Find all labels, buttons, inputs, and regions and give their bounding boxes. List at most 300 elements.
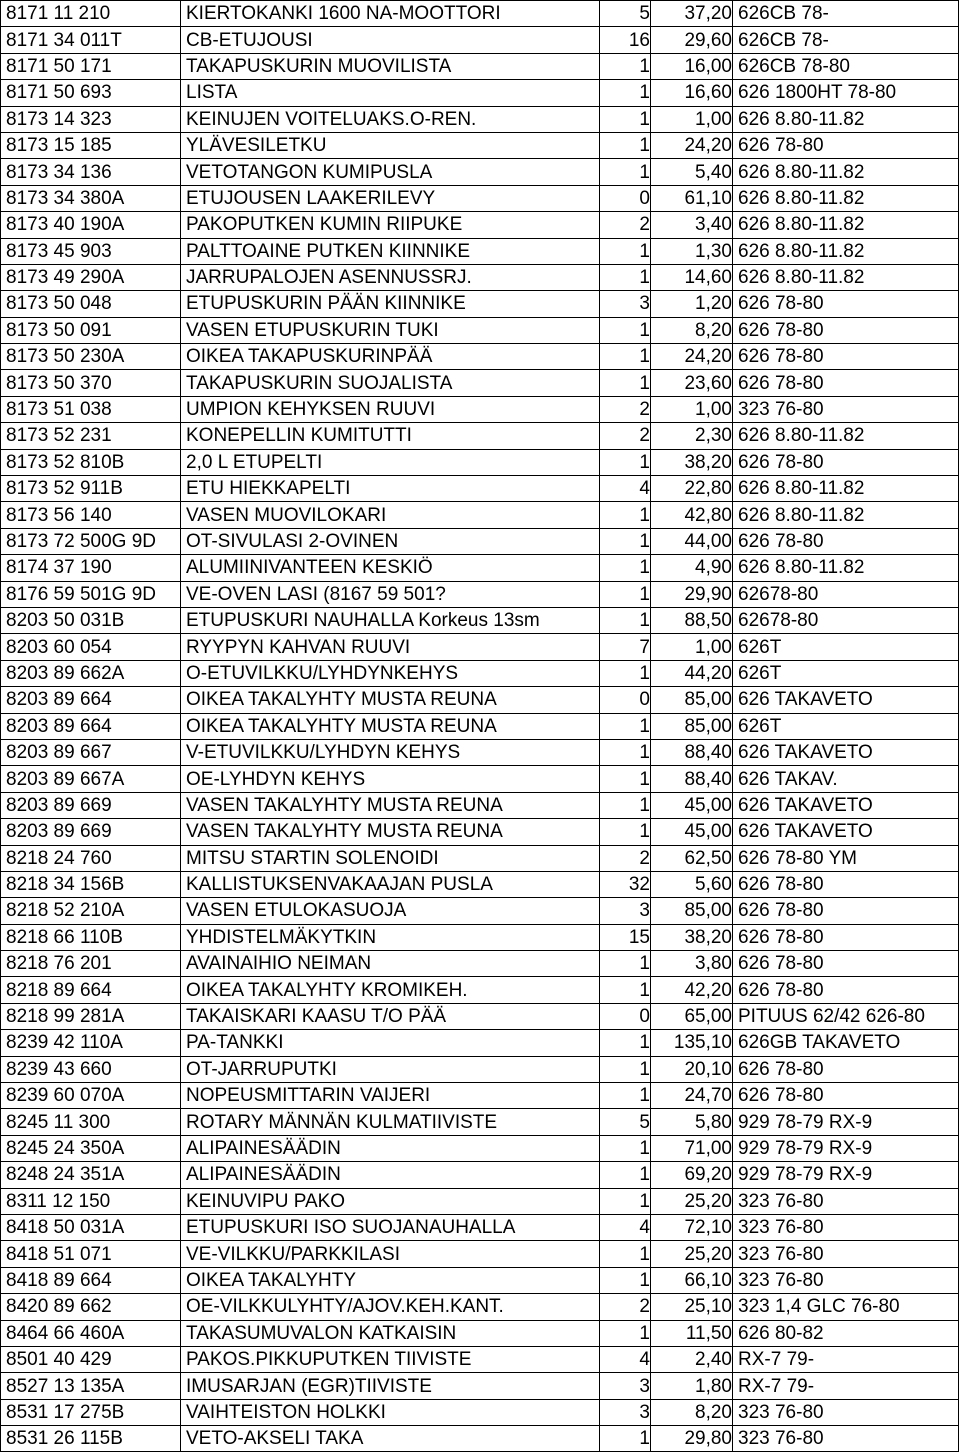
description-cell: IMUSARJAN (EGR)TIIVISTE <box>181 1373 600 1399</box>
price-cell: 29,90 <box>651 581 733 607</box>
table-row <box>1 898 959 924</box>
part-number-cell: 8218 99 281A <box>1 1003 181 1029</box>
part-number-cell: 8311 12 150 <box>1 1188 181 1214</box>
quantity-cell: 1 <box>600 1320 651 1346</box>
price-cell: 88,50 <box>651 607 733 633</box>
model-cell: 626 8.80-11.82 <box>733 238 959 264</box>
description-cell: V-ETUVILKKU/LYHDYN KEHYS <box>181 739 600 765</box>
table-row <box>1 528 959 554</box>
model-cell: 323 76-80 <box>733 1188 959 1214</box>
description-cell: VE-OVEN LASI (8167 59 501? <box>181 581 600 607</box>
model-cell: 929 78-79 RX-9 <box>733 1162 959 1188</box>
part-number-cell: 8464 66 460A <box>1 1320 181 1346</box>
price-cell: 65,00 <box>651 1003 733 1029</box>
description-cell: PA-TANKKI <box>181 1030 600 1056</box>
table-row <box>1 53 959 79</box>
part-number-cell: 8501 40 429 <box>1 1346 181 1372</box>
quantity-cell: 3 <box>600 898 651 924</box>
quantity-cell: 4 <box>600 1214 651 1240</box>
part-number-cell: 8203 89 664 <box>1 713 181 739</box>
part-number-cell: 8173 50 370 <box>1 370 181 396</box>
model-cell: 626 8.80-11.82 <box>733 106 959 132</box>
part-number-cell: 8171 11 210 <box>1 1 181 27</box>
price-cell: 20,10 <box>651 1056 733 1082</box>
quantity-cell: 1 <box>600 607 651 633</box>
quantity-cell: 1 <box>600 370 651 396</box>
model-cell: 626 78-80 <box>733 1083 959 1109</box>
description-cell: PALTTOAINE PUTKEN KIINNIKE <box>181 238 600 264</box>
description-cell: NOPEUSMITTARIN VAIJERI <box>181 1083 600 1109</box>
part-number-cell: 8173 52 911B <box>1 476 181 502</box>
table-row <box>1 1030 959 1056</box>
description-cell: TAKAISKARI KAASU T/O PÄÄ <box>181 1003 600 1029</box>
part-number-cell: 8203 89 664 <box>1 687 181 713</box>
price-cell: 69,20 <box>651 1162 733 1188</box>
model-cell: PITUUS 62/42 626-80 <box>733 1003 959 1029</box>
quantity-cell: 4 <box>600 1346 651 1372</box>
part-number-cell: 8176 59 501G 9D <box>1 581 181 607</box>
description-cell: OT-SIVULASI 2-OVINEN <box>181 528 600 554</box>
model-cell: 626 78-80 <box>733 871 959 897</box>
part-number-cell: 8420 89 662 <box>1 1294 181 1320</box>
model-cell: RX-7 79- <box>733 1373 959 1399</box>
quantity-cell: 1 <box>600 1267 651 1293</box>
quantity-cell: 1 <box>600 53 651 79</box>
table-row <box>1 106 959 132</box>
quantity-cell: 1 <box>600 1241 651 1267</box>
price-cell: 3,40 <box>651 212 733 238</box>
part-number-cell: 8173 34 136 <box>1 159 181 185</box>
price-cell: 1,00 <box>651 106 733 132</box>
part-number-cell: 8203 89 669 <box>1 819 181 845</box>
model-cell: 323 76-80 <box>733 1426 959 1452</box>
price-cell: 8,20 <box>651 317 733 343</box>
table-row <box>1 1294 959 1320</box>
model-cell: 323 76-80 <box>733 1399 959 1425</box>
model-cell: 626 78-80 <box>733 344 959 370</box>
price-cell: 85,00 <box>651 898 733 924</box>
quantity-cell: 1 <box>600 766 651 792</box>
quantity-cell: 1 <box>600 264 651 290</box>
description-cell: AVAINAIHIO NEIMAN <box>181 951 600 977</box>
description-cell: JARRUPALOJEN ASENNUSSRJ. <box>181 264 600 290</box>
price-cell: 25,10 <box>651 1294 733 1320</box>
price-cell: 42,20 <box>651 977 733 1003</box>
part-number-cell: 8418 51 071 <box>1 1241 181 1267</box>
part-number-cell: 8173 52 231 <box>1 423 181 449</box>
table-row <box>1 1346 959 1372</box>
table-row <box>1 634 959 660</box>
part-number-cell: 8203 89 662A <box>1 660 181 686</box>
part-number-cell: 8218 34 156B <box>1 871 181 897</box>
model-cell: 626 78-80 <box>733 898 959 924</box>
model-cell: 626 8.80-11.82 <box>733 423 959 449</box>
quantity-cell: 4 <box>600 476 651 502</box>
quantity-cell: 2 <box>600 396 651 422</box>
table-row <box>1 660 959 686</box>
price-cell: 11,50 <box>651 1320 733 1346</box>
price-cell: 4,90 <box>651 555 733 581</box>
model-cell: 626 8.80-11.82 <box>733 264 959 290</box>
part-number-cell: 8248 24 351A <box>1 1162 181 1188</box>
model-cell: 626 8.80-11.82 <box>733 159 959 185</box>
table-row <box>1 1399 959 1425</box>
quantity-cell: 1 <box>600 660 651 686</box>
price-cell: 24,20 <box>651 344 733 370</box>
price-cell: 2,30 <box>651 423 733 449</box>
description-cell: OIKEA TAKAPUSKURINPÄÄ <box>181 344 600 370</box>
part-number-cell: 8239 42 110A <box>1 1030 181 1056</box>
part-number-cell: 8173 34 380A <box>1 185 181 211</box>
table-row <box>1 607 959 633</box>
part-number-cell: 8173 14 323 <box>1 106 181 132</box>
description-cell: VASEN ETUPUSKURIN TUKI <box>181 317 600 343</box>
price-cell: 1,20 <box>651 291 733 317</box>
table-row <box>1 449 959 475</box>
table-row <box>1 739 959 765</box>
quantity-cell: 1 <box>600 1056 651 1082</box>
description-cell: ROTARY MÄNNÄN KULMATIIVISTE <box>181 1109 600 1135</box>
price-cell: 2,40 <box>651 1346 733 1372</box>
table-row <box>1 291 959 317</box>
table-row <box>1 159 959 185</box>
model-cell: 626 80-82 <box>733 1320 959 1346</box>
price-cell: 44,00 <box>651 528 733 554</box>
model-cell: 626 8.80-11.82 <box>733 476 959 502</box>
description-cell: KEINUJEN VOITELUAKS.O-REN. <box>181 106 600 132</box>
quantity-cell: 3 <box>600 1399 651 1425</box>
part-number-cell: 8173 49 290A <box>1 264 181 290</box>
quantity-cell: 2 <box>600 1294 651 1320</box>
quantity-cell: 3 <box>600 1373 651 1399</box>
part-number-cell: 8173 56 140 <box>1 502 181 528</box>
quantity-cell: 1 <box>600 317 651 343</box>
description-cell: PAKOPUTKEN KUMIN RIIPUKE <box>181 212 600 238</box>
table-row <box>1 977 959 1003</box>
description-cell: KONEPELLIN KUMITUTTI <box>181 423 600 449</box>
quantity-cell: 5 <box>600 1109 651 1135</box>
model-cell: 626CB 78-80 <box>733 53 959 79</box>
part-number-cell: 8173 52 810B <box>1 449 181 475</box>
price-cell: 66,10 <box>651 1267 733 1293</box>
part-number-cell: 8239 60 070A <box>1 1083 181 1109</box>
price-cell: 24,20 <box>651 132 733 158</box>
quantity-cell: 1 <box>600 132 651 158</box>
quantity-cell: 1 <box>600 555 651 581</box>
price-cell: 5,80 <box>651 1109 733 1135</box>
part-number-cell: 8173 72 500G 9D <box>1 528 181 554</box>
price-cell: 37,20 <box>651 1 733 27</box>
description-cell: VASEN MUOVILOKARI <box>181 502 600 528</box>
table-row <box>1 344 959 370</box>
quantity-cell: 2 <box>600 845 651 871</box>
part-number-cell: 8173 40 190A <box>1 212 181 238</box>
description-cell: TAKAPUSKURIN MUOVILISTA <box>181 53 600 79</box>
quantity-cell: 1 <box>600 1135 651 1161</box>
model-cell: 323 76-80 <box>733 396 959 422</box>
table-row <box>1 132 959 158</box>
price-cell: 1,00 <box>651 634 733 660</box>
table-row <box>1 212 959 238</box>
table-row <box>1 581 959 607</box>
part-number-cell: 8171 50 171 <box>1 53 181 79</box>
description-cell: OIKEA TAKALYHTY KROMIKEH. <box>181 977 600 1003</box>
price-cell: 61,10 <box>651 185 733 211</box>
part-number-cell: 8531 17 275B <box>1 1399 181 1425</box>
price-cell: 1,80 <box>651 1373 733 1399</box>
table-row <box>1 871 959 897</box>
description-cell: VETOTANGON KUMIPUSLA <box>181 159 600 185</box>
table-row <box>1 1083 959 1109</box>
model-cell: RX-7 79- <box>733 1346 959 1372</box>
description-cell: UMPION KEHYKSEN RUUVI <box>181 396 600 422</box>
quantity-cell: 1 <box>600 449 651 475</box>
price-cell: 25,20 <box>651 1188 733 1214</box>
table-row <box>1 238 959 264</box>
model-cell: 626 8.80-11.82 <box>733 212 959 238</box>
description-cell: VAIHTEISTON HOLKKI <box>181 1399 600 1425</box>
price-cell: 62,50 <box>651 845 733 871</box>
price-cell: 5,60 <box>651 871 733 897</box>
part-number-cell: 8527 13 135A <box>1 1373 181 1399</box>
quantity-cell: 1 <box>600 80 651 106</box>
description-cell: O-ETUVILKKU/LYHDYNKEHYS <box>181 660 600 686</box>
part-number-cell: 8203 89 669 <box>1 792 181 818</box>
model-cell: 323 76-80 <box>733 1267 959 1293</box>
description-cell: CB-ETUJOUSI <box>181 27 600 53</box>
table-row <box>1 396 959 422</box>
model-cell: 626 TAKAVETO <box>733 739 959 765</box>
table-row <box>1 1214 959 1240</box>
model-cell: 626 8.80-11.82 <box>733 502 959 528</box>
quantity-cell: 1 <box>600 1083 651 1109</box>
quantity-cell: 1 <box>600 106 651 132</box>
model-cell: 626 8.80-11.82 <box>733 555 959 581</box>
quantity-cell: 32 <box>600 871 651 897</box>
model-cell: 626 78-80 <box>733 1056 959 1082</box>
price-cell: 44,20 <box>651 660 733 686</box>
model-cell: 626 78-80 YM <box>733 845 959 871</box>
price-cell: 38,20 <box>651 449 733 475</box>
description-cell: OIKEA TAKALYHTY MUSTA REUNA <box>181 713 600 739</box>
price-cell: 72,10 <box>651 1214 733 1240</box>
table-row <box>1 924 959 950</box>
description-cell: OIKEA TAKALYHTY <box>181 1267 600 1293</box>
table-row <box>1 1109 959 1135</box>
quantity-cell: 0 <box>600 185 651 211</box>
description-cell: ETUPUSKURI NAUHALLA Korkeus 13sm <box>181 607 600 633</box>
description-cell: KEINUVIPU PAKO <box>181 1188 600 1214</box>
part-number-cell: 8173 50 230A <box>1 344 181 370</box>
model-cell: 626 78-80 <box>733 132 959 158</box>
description-cell: ALIPAINESÄÄDIN <box>181 1135 600 1161</box>
description-cell: OE-VILKKULYHTY/AJOV.KEH.KANT. <box>181 1294 600 1320</box>
model-cell: 626 TAKAVETO <box>733 792 959 818</box>
quantity-cell: 1 <box>600 739 651 765</box>
price-cell: 5,40 <box>651 159 733 185</box>
quantity-cell: 1 <box>600 581 651 607</box>
description-cell: OT-JARRUPUTKI <box>181 1056 600 1082</box>
table-row <box>1 1003 959 1029</box>
description-cell: ALIPAINESÄÄDIN <box>181 1162 600 1188</box>
quantity-cell: 0 <box>600 687 651 713</box>
part-number-cell: 8173 50 091 <box>1 317 181 343</box>
part-number-cell: 8218 89 664 <box>1 977 181 1003</box>
part-number-cell: 8174 37 190 <box>1 555 181 581</box>
description-cell: ETUJOUSEN LAAKERILEVY <box>181 185 600 211</box>
table-row <box>1 1 959 27</box>
part-number-cell: 8203 60 054 <box>1 634 181 660</box>
table-row <box>1 80 959 106</box>
description-cell: VETO-AKSELI TAKA <box>181 1426 600 1452</box>
table-row <box>1 1188 959 1214</box>
model-cell: 626T <box>733 713 959 739</box>
table-row <box>1 845 959 871</box>
quantity-cell: 3 <box>600 291 651 317</box>
quantity-cell: 1 <box>600 977 651 1003</box>
table-row <box>1 476 959 502</box>
description-cell: ALUMIINIVANTEEN KESKIÖ <box>181 555 600 581</box>
price-cell: 23,60 <box>651 370 733 396</box>
description-cell: ETUPUSKURI ISO SUOJANAUHALLA <box>181 1214 600 1240</box>
description-cell: KIERTOKANKI 1600 NA-MOOTTORI <box>181 1 600 27</box>
description-cell: VASEN TAKALYHTY MUSTA REUNA <box>181 792 600 818</box>
table-row <box>1 792 959 818</box>
table-row <box>1 819 959 845</box>
table-row <box>1 1426 959 1452</box>
description-cell: KALLISTUKSENVAKAAJAN PUSLA <box>181 871 600 897</box>
table-row <box>1 766 959 792</box>
description-cell: LISTA <box>181 80 600 106</box>
part-number-cell: 8245 11 300 <box>1 1109 181 1135</box>
model-cell: 626 1800HT 78-80 <box>733 80 959 106</box>
part-number-cell: 8218 66 110B <box>1 924 181 950</box>
part-number-cell: 8173 45 903 <box>1 238 181 264</box>
part-number-cell: 8418 50 031A <box>1 1214 181 1240</box>
price-cell: 25,20 <box>651 1241 733 1267</box>
description-cell: ETU HIEKKAPELTI <box>181 476 600 502</box>
description-cell: VASEN ETULOKASUOJA <box>181 898 600 924</box>
quantity-cell: 1 <box>600 344 651 370</box>
price-cell: 71,00 <box>651 1135 733 1161</box>
model-cell: 323 76-80 <box>733 1214 959 1240</box>
quantity-cell: 15 <box>600 924 651 950</box>
table-row <box>1 555 959 581</box>
table-row <box>1 1373 959 1399</box>
quantity-cell: 16 <box>600 27 651 53</box>
part-number-cell: 8531 26 115B <box>1 1426 181 1452</box>
price-cell: 3,80 <box>651 951 733 977</box>
part-number-cell: 8203 89 667 <box>1 739 181 765</box>
price-cell: 8,20 <box>651 1399 733 1425</box>
description-cell: PAKOS.PIKKUPUTKEN TIIVISTE <box>181 1346 600 1372</box>
description-cell: VASEN TAKALYHTY MUSTA REUNA <box>181 819 600 845</box>
model-cell: 626 TAKAVETO <box>733 819 959 845</box>
model-cell: 626 TAKAVETO <box>733 687 959 713</box>
part-number-cell: 8245 24 350A <box>1 1135 181 1161</box>
table-row <box>1 1267 959 1293</box>
model-cell: 626 78-80 <box>733 977 959 1003</box>
model-cell: 626 78-80 <box>733 370 959 396</box>
price-cell: 1,00 <box>651 396 733 422</box>
description-cell: ETUPUSKURIN PÄÄN KIINNIKE <box>181 291 600 317</box>
description-cell: TAKASUMUVALON KATKAISIN <box>181 1320 600 1346</box>
part-number-cell: 8171 50 693 <box>1 80 181 106</box>
price-cell: 29,60 <box>651 27 733 53</box>
table-row <box>1 1162 959 1188</box>
quantity-cell: 1 <box>600 159 651 185</box>
table-row <box>1 1241 959 1267</box>
part-number-cell: 8218 76 201 <box>1 951 181 977</box>
table-row <box>1 423 959 449</box>
price-cell: 42,80 <box>651 502 733 528</box>
model-cell: 62678-80 <box>733 581 959 607</box>
model-cell: 929 78-79 RX-9 <box>733 1109 959 1135</box>
price-cell: 85,00 <box>651 687 733 713</box>
model-cell: 626 78-80 <box>733 924 959 950</box>
model-cell: 323 1,4 GLC 76-80 <box>733 1294 959 1320</box>
quantity-cell: 1 <box>600 238 651 264</box>
description-cell: OE-LYHDYN KEHYS <box>181 766 600 792</box>
price-cell: 88,40 <box>651 739 733 765</box>
quantity-cell: 1 <box>600 792 651 818</box>
price-cell: 88,40 <box>651 766 733 792</box>
quantity-cell: 1 <box>600 1162 651 1188</box>
model-cell: 626 8.80-11.82 <box>733 185 959 211</box>
model-cell: 626 TAKAV. <box>733 766 959 792</box>
price-cell: 38,20 <box>651 924 733 950</box>
price-cell: 135,10 <box>651 1030 733 1056</box>
model-cell: 626CB 78- <box>733 27 959 53</box>
model-cell: 626 78-80 <box>733 291 959 317</box>
part-number-cell: 8418 89 664 <box>1 1267 181 1293</box>
description-cell: 2,0 L ETUPELTI <box>181 449 600 475</box>
table-row <box>1 317 959 343</box>
model-cell: 626GB TAKAVETO <box>733 1030 959 1056</box>
quantity-cell: 1 <box>600 713 651 739</box>
description-cell: VE-VILKKU/PARKKILASI <box>181 1241 600 1267</box>
table-row <box>1 264 959 290</box>
price-cell: 85,00 <box>651 713 733 739</box>
price-cell: 45,00 <box>651 792 733 818</box>
quantity-cell: 5 <box>600 1 651 27</box>
table-row <box>1 1135 959 1161</box>
part-number-cell: 8239 43 660 <box>1 1056 181 1082</box>
quantity-cell: 1 <box>600 819 651 845</box>
model-cell: 626 78-80 <box>733 449 959 475</box>
quantity-cell: 1 <box>600 528 651 554</box>
price-cell: 14,60 <box>651 264 733 290</box>
model-cell: 626 78-80 <box>733 317 959 343</box>
table-row <box>1 185 959 211</box>
quantity-cell: 1 <box>600 1188 651 1214</box>
model-cell: 626T <box>733 660 959 686</box>
model-cell: 62678-80 <box>733 607 959 633</box>
part-number-cell: 8218 24 760 <box>1 845 181 871</box>
table-row <box>1 687 959 713</box>
table-row <box>1 27 959 53</box>
table-row <box>1 502 959 528</box>
quantity-cell: 2 <box>600 423 651 449</box>
description-cell: RYYPYN KAHVAN RUUVI <box>181 634 600 660</box>
model-cell: 626T <box>733 634 959 660</box>
model-cell: 323 76-80 <box>733 1241 959 1267</box>
price-cell: 16,00 <box>651 53 733 79</box>
model-cell: 626 78-80 <box>733 951 959 977</box>
quantity-cell: 0 <box>600 1003 651 1029</box>
table-row <box>1 951 959 977</box>
part-number-cell: 8203 50 031B <box>1 607 181 633</box>
